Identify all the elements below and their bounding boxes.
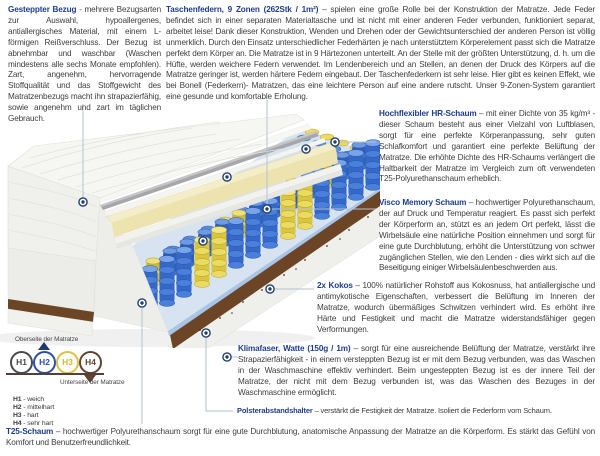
callout-dot-klimafaser bbox=[223, 353, 231, 361]
section-heading: Hochflexibler HR-Schaum bbox=[379, 109, 477, 118]
section-heading: 2x Kokos bbox=[317, 281, 353, 290]
section-body: – mit einer Dichte von 35 kg/m³ - dieser Schaum besteht aus einer Vielzahl von Luftblasen, sorgt für eine perfekte Körperanpassung, sehr guten Schlafkomfort und garantiert eine perfekte Belüftung der Matratze. Die erhöhte Dichte des HR-Schaums verlängert die Haltbarkeit der Matratze im Vergleich zum oft verwendeten T25-Polyurethanschaum erheblich. bbox=[379, 109, 595, 184]
section-visco-memory bbox=[379, 198, 595, 274]
section-polsterabstandshalter bbox=[237, 406, 597, 416]
section-kokos bbox=[317, 281, 595, 336]
legend-item-h1 bbox=[13, 396, 44, 404]
section-body: - mehrere Bezugsarten zur Auswahl, hypoallergenes, antiallergisches Material, mit einem L-förmigen Reißverschluss. Der Bezug ist abnehmbar und waschbar (Waschen mindestens alle sechs Monate empfohlen). Zart, angenehm, hervorragende Stoffqualität und das Stoffgewicht des Matratzenbezugs macht ihn strapazierfähig, sowie angenehm und zart im täglichen Gebrauch. bbox=[8, 5, 161, 124]
section-taschenfedern bbox=[166, 5, 595, 103]
legend-bottom-label: Unterseite der Matratze bbox=[60, 379, 125, 386]
section-heading: Visco Memory Schaum bbox=[379, 198, 467, 207]
legend-item-h2 bbox=[13, 404, 54, 412]
hardness-circle-h3: H3 bbox=[56, 351, 79, 374]
legend-item-desc: - hart bbox=[21, 412, 39, 419]
section-heading: Polsterabstandshalter bbox=[237, 406, 313, 415]
leader-polster bbox=[206, 337, 233, 411]
section-klimafaser bbox=[238, 344, 595, 399]
section-body: – hochwertiger Polyurethanschaum, der auf Druck und Temperatur reagiert. Es passt sich perfekt der Körperform an, stützt es an jedem Ort perfekt, lässt die Wirbelsäule eine natürliche Position einnehmen und sorgt für eine gute Durchblutung, erhöht die Unterstützung von schwer zugänglichen Stellen, wie den Lenden - dies wirkt sich auf die Beseitigung einiger Wirbelsäulenbeschwerden aus. bbox=[379, 198, 595, 273]
legend-item-h4 bbox=[13, 420, 53, 428]
section-heading: T25-Schaum bbox=[6, 427, 54, 436]
section-body: – 100% natürlicher Rohstoff aus Kokosnuss, hat antiallergische und antimykotische Eigenschaften, verbessert die Belüftung im Inneren der Matratze, wodurch übermäßiges Schwitzen verhindert wird. Es erhöht ihre Härte und Festigkeit und macht die Matratze widerstandsfähiger gegen Verformungen. bbox=[317, 281, 595, 334]
legend-item-code: H4 bbox=[13, 420, 22, 427]
legend-item-desc: - mittelhart bbox=[21, 404, 55, 411]
legend-top-label: Oberseite der Matratze bbox=[15, 336, 79, 343]
section-t25-schaum bbox=[6, 427, 595, 449]
section-body: – sorgt für eine ausreichende Belüftung der Matratze, verstärkt ihre Strapazierfähigkeit - in einem versteppten Bezug ist er mit dem Bezug verbunden, was das Waschen in der Waschmaschine effektiv verhindert. Beim ungesteppten Bezug ist es der innere Teil der Matratze, der nicht mit dem Bezug verbunden ist, was das Waschen des Bezuges in der Waschmaschine ermöglicht. bbox=[238, 344, 595, 397]
section-hr-schaum bbox=[379, 109, 595, 185]
section-body: – verstärkt die Festigkeit der Matratze. Isoliert die Federform vom Schaum. bbox=[312, 406, 552, 415]
hardness-circle-h4: H4 bbox=[79, 351, 102, 374]
hardness-circle-h1: H1 bbox=[10, 351, 33, 374]
section-gesteppter-bezug bbox=[8, 5, 161, 125]
hardness-circle-h2: H2 bbox=[33, 351, 56, 374]
legend-item-desc: - sehr hart bbox=[21, 420, 54, 427]
section-heading: Taschenfedern, 9 Zonen (262Stk / 1m²) bbox=[166, 5, 319, 14]
section-heading: Gesteppter Bezug bbox=[8, 5, 77, 14]
section-body: – spielen eine große Rolle bei der Konstruktion der Matratze. Jede Feder befindet sich in einer separaten Materialtasche und ist nicht mit einer anderen Feder verbunden, funktioniert separat, arbeitet leise! Dank dieser Konstruktion, Wenden und Drehen oder der Gewichtsunterschied der anderen Person ist völlig unmerklich. Durch den Einsatz unterschiedlicher Federhärten je nach unterstütztem Körperelement passt sich die Matratze perfekt dem Körper an. Die Matratze ist in 9 Härtezonen unterteilt. An der Stelle mit der größten Unterstützung, d. h. um die Hüfte, werden weichere Federn verwendet. Im Lendenbereich und an Stellen, an denen der Druck des Körpers auf die Matratze geringer ist, werden härtere Federn eingebaut. Der Taschenfederkern ist sehr leise. Hier gibt es keinen Effekt, wie bei Bonell (Federkern)- Matratzen, das eine leichtere Person auf eine andere rutscht. Unser 9-Zonen-System garantiert eine gesunde und komfortable Erholung. bbox=[166, 5, 595, 102]
legend-item-h3 bbox=[13, 412, 39, 420]
section-body: – hochwertiger Polyurethanschaum sorgt für eine gute Durchblutung, anatomische Anpassung der Matratze an die Körperform. Es stärkt das Gefühl von Komfort und Benutzerfreundlichkeit. bbox=[6, 427, 595, 447]
legend-item-code: H2 bbox=[13, 404, 22, 411]
legend-item-code: H1 bbox=[13, 396, 22, 403]
legend-item-code: H3 bbox=[13, 412, 22, 419]
legend-item-desc: - weich bbox=[21, 396, 45, 403]
section-heading: Klimafaser, Watte (150g / 1m) bbox=[238, 344, 351, 353]
arrow-up-icon bbox=[38, 342, 50, 350]
